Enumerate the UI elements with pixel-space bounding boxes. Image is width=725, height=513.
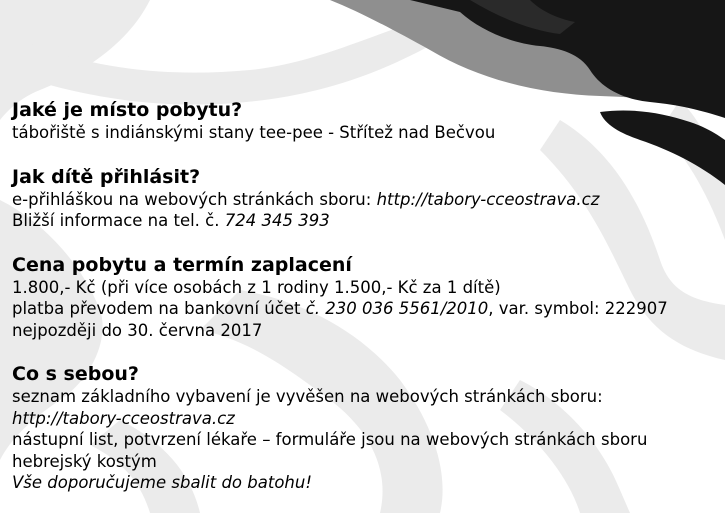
section-line <box>12 189 722 211</box>
section-registration <box>12 165 722 232</box>
section-line: tábořiště s indiánskými stany tee-pee - Střítež nad Bečvou <box>12 123 496 142</box>
info-content <box>12 98 722 513</box>
section-price <box>12 253 722 342</box>
section-line: nejpozději do 30. června 2017 <box>12 320 263 340</box>
section-line: seznam základního vybavení je vyvěšen na webových stránkách sboru: <box>12 387 603 406</box>
section-heading: Jak dítě přihlásit? <box>12 165 201 188</box>
section-packing <box>12 362 722 494</box>
phone-number: 724 345 393 <box>224 211 330 230</box>
packing-note: Vše doporučujeme sbalit do batohu! <box>12 473 312 492</box>
section-line: 1.800,- Kč (při více osobách z 1 rodiny 1.500,- Kč za 1 dítě) <box>12 277 501 297</box>
section-heading: Co s sebou? <box>12 363 139 385</box>
packing-link[interactable]: http://tabory-cceostrava.cz <box>12 408 235 428</box>
line-text: , var. symbol: 222907 <box>488 299 668 318</box>
line-text: Bližší informace na tel. č. <box>12 211 225 230</box>
bank-account: č. 230 036 5561/2010 <box>305 299 489 318</box>
section-line <box>12 210 722 232</box>
section-line <box>12 298 722 320</box>
section-heading: Cena pobytu a termín zaplacení <box>12 253 352 276</box>
line-text: platba převodem na bankovní účet <box>12 299 306 318</box>
section-line: hebrejský kostým <box>12 451 157 471</box>
section-location <box>12 98 722 144</box>
section-heading: Jaké je místo pobytu? <box>12 99 243 121</box>
registration-link[interactable]: http://tabory-cceostrava.cz <box>376 189 600 209</box>
line-text: e-přihláškou na webových stránkách sboru: <box>12 189 377 209</box>
section-line: nástupní list, potvrzení lékaře – formuláře jsou na webových stránkách sboru <box>12 430 648 449</box>
